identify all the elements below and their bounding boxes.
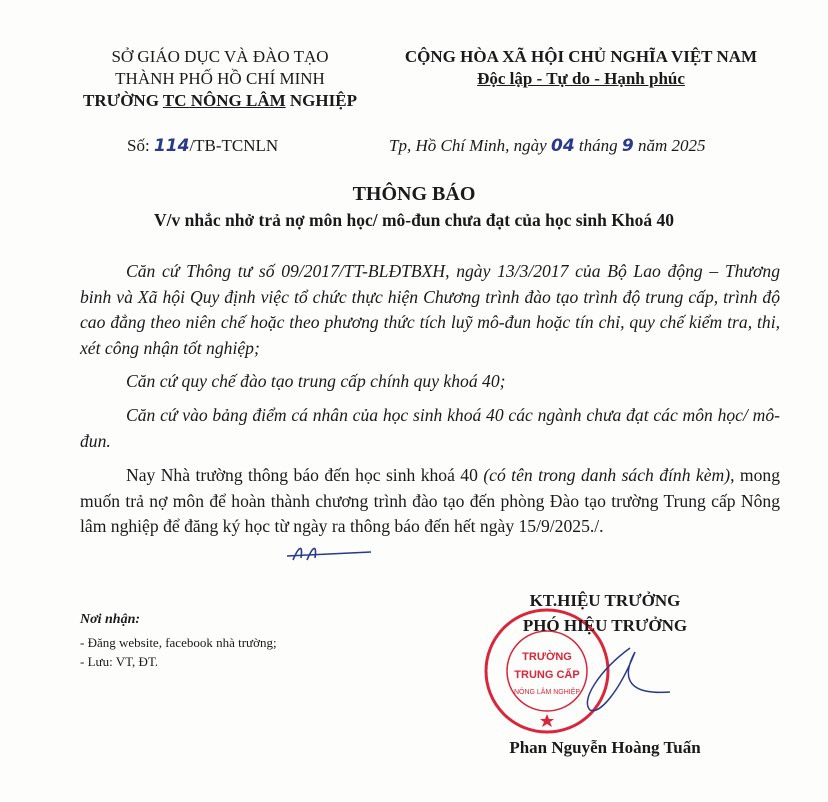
svg-text:TRƯỜNG: TRƯỜNG [522,651,572,663]
stamp-star-icon [540,714,554,727]
number-handwritten: 114 [153,136,190,156]
recipients [80,610,277,671]
document-date [389,136,706,156]
paragraph-legal-basis-3: Căn cứ vào bảng điểm cá nhân của học sinh khoá 40 các ngành chưa đạt các môn học/ mô-đun. [80,404,780,451]
date-mid: tháng [574,136,622,155]
signatory-name: Phan Nguyễn Hoàng Tuấn [509,738,701,757]
svg-text:TRUNG CẤP: TRUNG CẤP [514,669,580,681]
authority-line-1: SỞ GIÁO DỤC VÀ ĐÀO TẠO [111,47,329,66]
document-title: THÔNG BÁO [352,183,476,205]
document-number [127,136,278,156]
number-suffix: /TB-TCNLN [189,136,279,155]
issuing-authority [62,46,378,112]
national-title: CỘNG HÒA XÃ HỘI CHỦ NGHĨA VIỆT NAM [404,47,758,66]
date-month: 9 [621,136,634,156]
school-underlined: TC NÔNG LÂM [162,91,286,110]
initials-mark-icon [285,538,375,568]
national-header [382,46,780,90]
recipient-item: - Đăng website, facebook nhà trường; [80,635,277,650]
paragraph-legal-basis-1: Căn cứ Thông tư số 09/2017/TT-BLĐTBXH, ngày 13/3/2017 của Bộ Lao động – Thương binh và Xã hội Quy định việc tổ chức thực hiện Chương trình đào tạo trình độ trung cấp, trình độ cao đẳng theo niên chế hoặc theo phương thức tích luỹ mô-đun hoặc tín chỉ, quy chế kiểm tra, thi, xét công nhận tốt nghiệp; [80,261,780,358]
school-suffix: NGHIỆP [285,91,357,110]
date-prefix: Tp, Hồ Chí Minh, ngày [389,136,551,155]
announcement-part-2: , mong muốn trả nợ môn để hoàn thành chương trình đào tạo đến phòng Đào tạo trường Trung cấp Nông lâm nghiệp để đăng ký học từ ngày ra thông báo đến hết ngày 15/9/2025./. [80,465,780,537]
recipient-item: - Lưu: VT, ĐT. [80,654,159,669]
svg-text:NÔNG LÂM NGHIỆP: NÔNG LÂM NGHIỆP [513,689,581,696]
date-day: 04 [550,136,575,156]
school-name [62,90,378,112]
announcement-part-1: Nay Nhà trường thông báo đến học sinh khoá 40 [126,465,484,486]
signatory-title-2: PHÓ HIỆU TRƯỞNG [522,616,688,635]
announcement-attachment-note: (có tên trong danh sách đính kèm) [483,465,731,486]
signature-icon [560,640,680,720]
document-subject: V/v nhắc nhở trả nợ môn học/ mô-đun chưa đạt của học sinh Khoá 40 [154,210,674,230]
number-label: Số: [127,136,154,155]
school-prefix: TRƯỜNG [83,91,163,110]
signatory-title-1: KT.HIỆU TRƯỞNG [529,591,681,610]
recipients-label: Nơi nhận: [80,612,141,627]
paragraph-announcement [80,463,780,540]
paragraph-legal-basis-2: Căn cứ quy chế đào tạo trung cấp chính quy khoá 40; [126,371,506,392]
date-suffix: năm 2025 [633,136,706,155]
document-body [80,259,780,540]
national-motto: Độc lập - Tự do - Hạnh phúc [477,69,685,88]
signatory-block [470,588,740,638]
authority-line-2: THÀNH PHỐ HỒ CHÍ MINH [115,69,325,88]
